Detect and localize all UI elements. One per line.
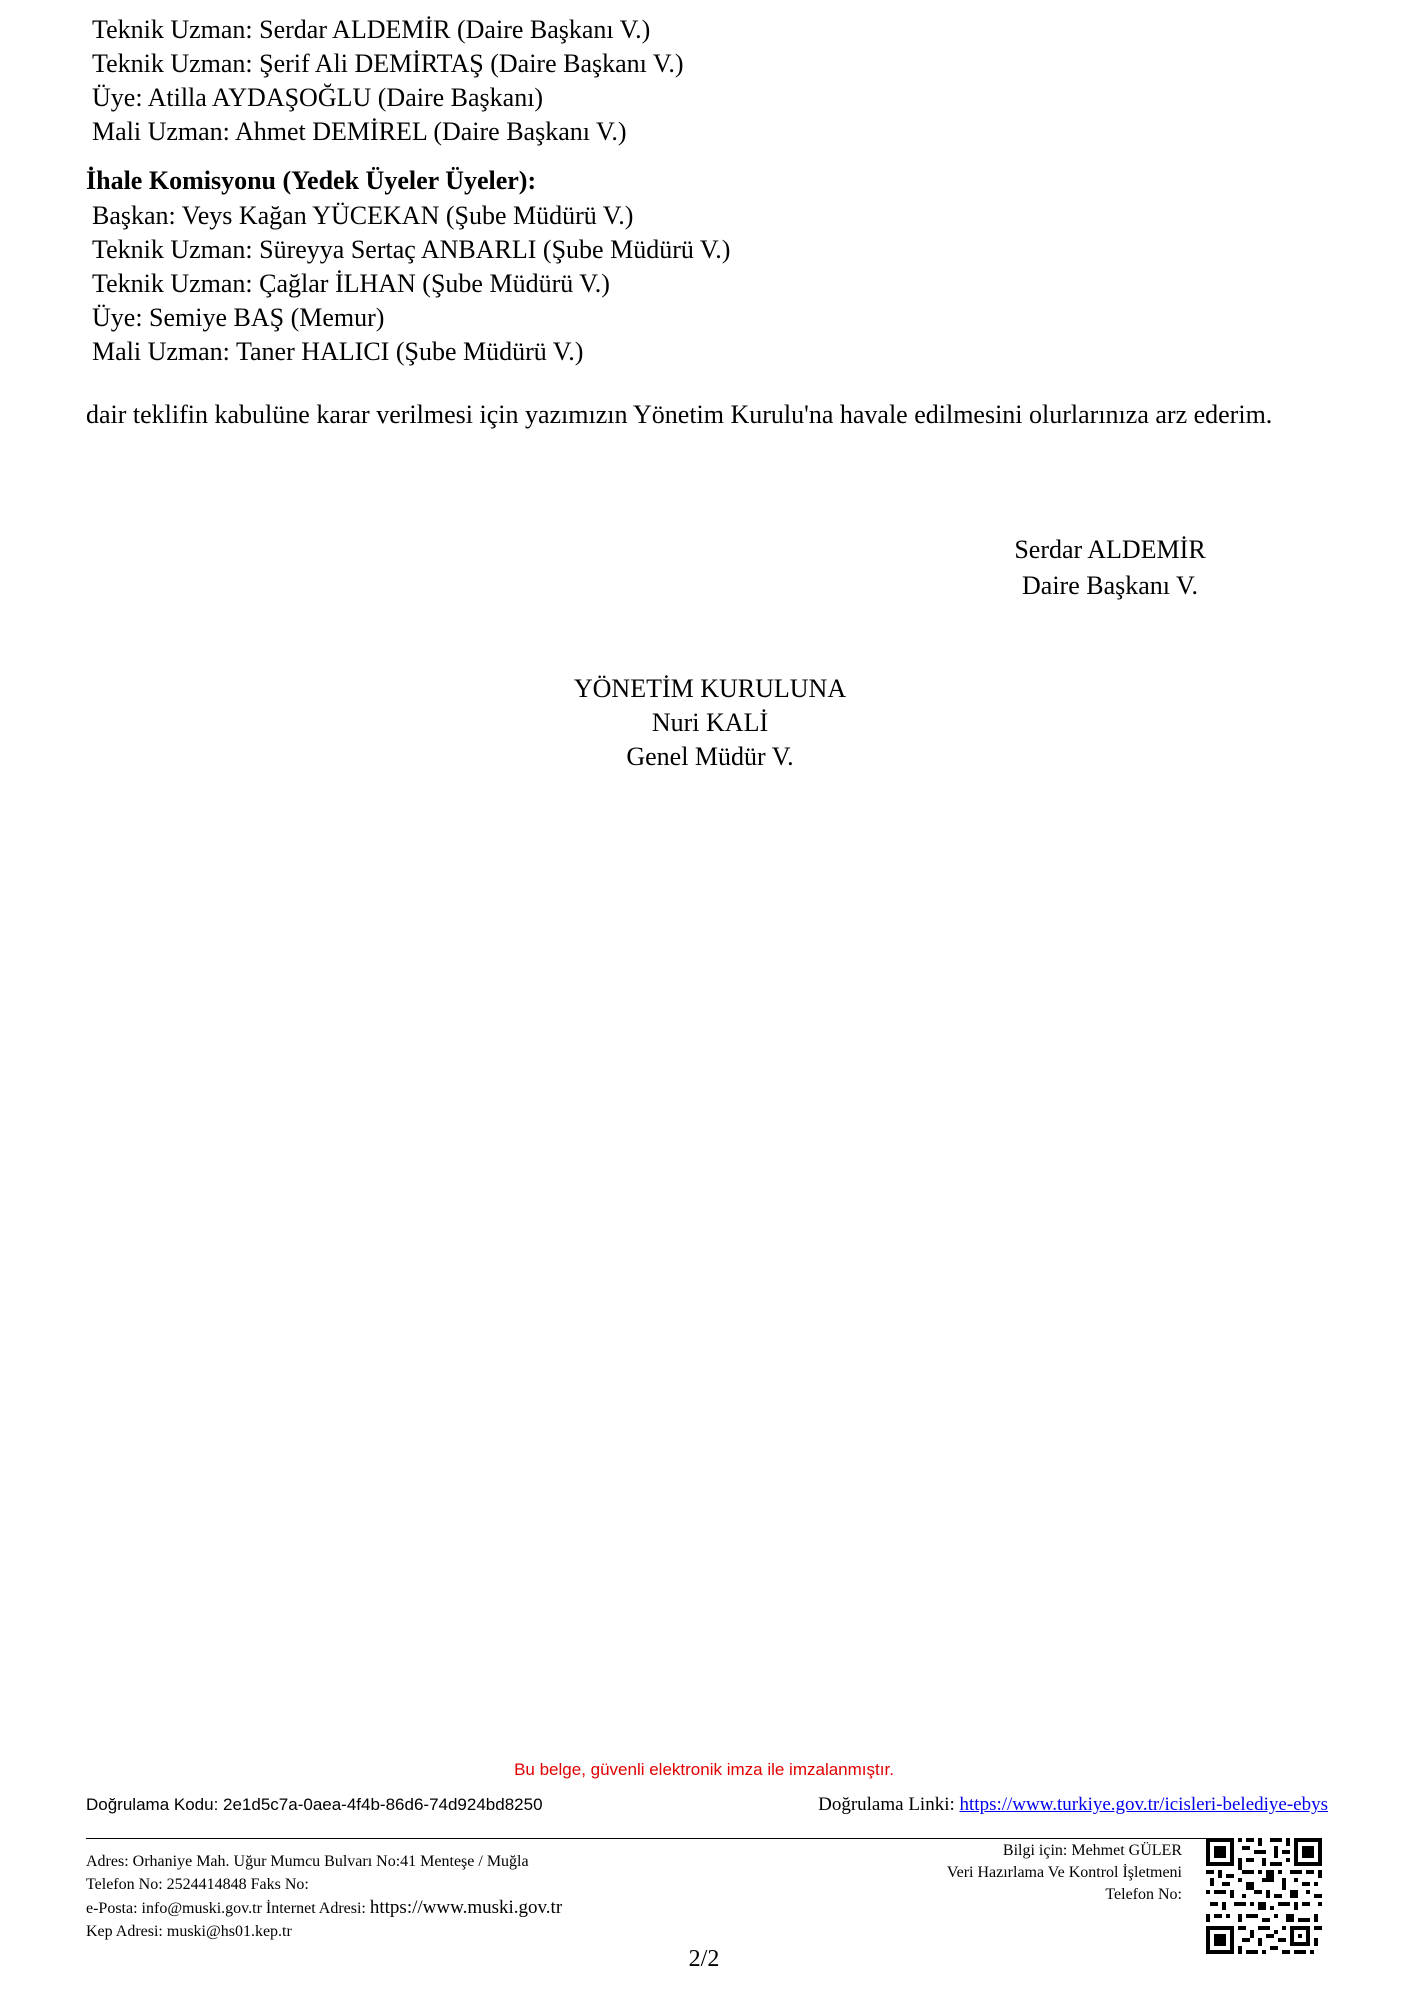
reserve-committee-heading: İhale Komisyonu (Yedek Üyeler Üyeler):: [86, 166, 537, 195]
info-title: Veri Hazırlama Ve Kontrol İşletmeni: [946, 1864, 1182, 1881]
signer-name: Serdar ALDEMİR: [1014, 535, 1206, 564]
footer-divider: [86, 1838, 1216, 1839]
reserve-member: Teknik Uzman: Süreyya Sertaç ANBARLI (Şube Müdürü V.): [92, 235, 731, 264]
verification-link: [818, 1794, 1328, 1816]
board-approver-name: Nuri KALİ: [651, 708, 769, 737]
qr-code-icon: [1206, 1838, 1322, 1954]
verification-link-label: Doğrulama Linki:: [818, 1794, 960, 1815]
footer-address-block: [86, 1850, 562, 1943]
page-number: 2/2: [688, 1946, 720, 1972]
verification-url-link[interactable]: https://www.turkiye.gov.tr/icisleri-belediye-ebys: [959, 1794, 1328, 1815]
kep-address: Kep Adresi: muski@hs01.kep.tr: [86, 1923, 292, 1940]
reserve-member: Başkan: Veys Kağan YÜCEKAN (Şube Müdürü V.): [92, 201, 634, 230]
board-heading: YÖNETİM KURULUNA: [573, 674, 847, 703]
reserve-member: Teknik Uzman: Çağlar İLHAN (Şube Müdürü V.): [92, 269, 610, 298]
reserve-member: Üye: Semiye BAŞ (Memur): [92, 303, 385, 332]
committee-member: Teknik Uzman: Serdar ALDEMİR (Daire Başkanı V.): [92, 15, 651, 44]
reserve-member: Mali Uzman: Taner HALICI (Şube Müdürü V.): [92, 337, 584, 366]
esign-notice: Bu belge, güvenli elektronik imza ile imzalanmıştır.: [514, 1760, 894, 1779]
info-contact: Bilgi için: Mehmet GÜLER: [1002, 1842, 1182, 1859]
committee-member: Mali Uzman: Ahmet DEMİREL (Daire Başkanı V.): [92, 117, 627, 146]
email-web-text: [86, 1896, 562, 1920]
board-approver-title: Genel Müdür V.: [626, 742, 794, 771]
website-url[interactable]: https://www.muski.gov.tr: [369, 1897, 563, 1918]
verification-code: Doğrulama Kodu: 2e1d5c7a-0aea-4f4b-86d6-74d924bd8250: [86, 1795, 543, 1814]
phone-fax-text: Telefon No: 2524414848 Faks No:: [86, 1876, 309, 1893]
email-text: e-Posta: info@muski.gov.tr İnternet Adresi:: [86, 1900, 370, 1917]
closing-paragraph: dair teklifin kabulüne karar verilmesi için yazımızın Yönetim Kurulu'na havale edilmesini olurlarınıza arz ederim.: [86, 400, 1273, 429]
signer-title: Daire Başkanı V.: [1022, 571, 1198, 600]
info-contact-block: [947, 1840, 1182, 1906]
committee-member: Teknik Uzman: Şerif Ali DEMİRTAŞ (Daire Başkanı V.): [92, 49, 684, 78]
address-text: Adres: Orhaniye Mah. Uğur Mumcu Bulvarı No:41 Menteşe / Muğla: [86, 1853, 529, 1870]
info-phone: Telefon No:: [1105, 1886, 1182, 1903]
committee-member: Üye: Atilla AYDAŞOĞLU (Daire Başkanı): [92, 83, 544, 112]
